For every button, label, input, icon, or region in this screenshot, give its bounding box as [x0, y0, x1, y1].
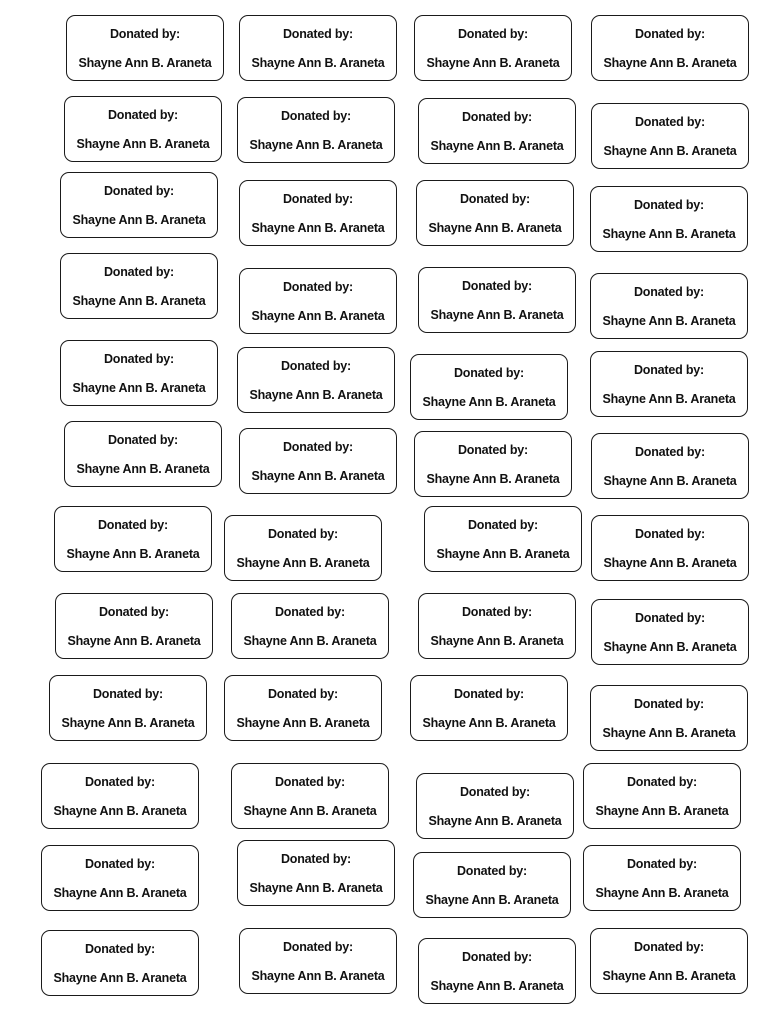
label-heading: Donated by: [280, 109, 352, 123]
label-heading: Donated by: [461, 950, 533, 964]
donation-label [55, 593, 213, 659]
label-donor-name: Shayne Ann B. Araneta [243, 634, 377, 648]
label-heading: Donated by: [103, 352, 175, 366]
donation-label [591, 433, 749, 499]
donation-label [239, 268, 397, 334]
label-donor-name: Shayne Ann B. Araneta [53, 804, 187, 818]
label-heading: Donated by: [107, 108, 179, 122]
label-donor-name: Shayne Ann B. Araneta [249, 388, 383, 402]
label-donor-name: Shayne Ann B. Araneta [76, 137, 210, 151]
donation-label [418, 593, 576, 659]
label-heading: Donated by: [459, 192, 531, 206]
label-heading: Donated by: [634, 115, 706, 129]
label-heading: Donated by: [107, 433, 179, 447]
label-heading: Donated by: [84, 942, 156, 956]
label-heading: Donated by: [98, 605, 170, 619]
label-heading: Donated by: [274, 605, 346, 619]
donation-label [237, 97, 395, 163]
label-donor-name: Shayne Ann B. Araneta [66, 547, 200, 561]
label-donor-name: Shayne Ann B. Araneta [428, 814, 562, 828]
label-heading: Donated by: [453, 366, 525, 380]
label-heading: Donated by: [467, 518, 539, 532]
donation-label [583, 763, 741, 829]
donation-label [60, 172, 218, 238]
donation-label [591, 515, 749, 581]
donation-label [590, 928, 748, 994]
donation-label [64, 96, 222, 162]
donation-label [231, 763, 389, 829]
label-donor-name: Shayne Ann B. Araneta [72, 294, 206, 308]
donation-label [239, 428, 397, 494]
donation-label [54, 506, 212, 572]
donation-label [583, 845, 741, 911]
label-heading: Donated by: [633, 363, 705, 377]
donation-label [49, 675, 207, 741]
donation-label [224, 515, 382, 581]
label-donor-name: Shayne Ann B. Araneta [602, 726, 736, 740]
donation-label [410, 675, 568, 741]
donation-label [237, 840, 395, 906]
label-donor-name: Shayne Ann B. Araneta [67, 634, 201, 648]
label-donor-name: Shayne Ann B. Araneta [603, 56, 737, 70]
donation-label [41, 930, 199, 996]
donation-label [418, 267, 576, 333]
label-donor-name: Shayne Ann B. Araneta [249, 138, 383, 152]
label-donor-name: Shayne Ann B. Araneta [249, 881, 383, 895]
label-heading: Donated by: [634, 527, 706, 541]
label-donor-name: Shayne Ann B. Araneta [61, 716, 195, 730]
donation-label [239, 928, 397, 994]
donation-label [590, 186, 748, 252]
label-donor-name: Shayne Ann B. Araneta [595, 804, 729, 818]
label-donor-name: Shayne Ann B. Araneta [72, 381, 206, 395]
label-heading: Donated by: [461, 605, 533, 619]
label-donor-name: Shayne Ann B. Araneta [236, 556, 370, 570]
label-heading: Donated by: [459, 785, 531, 799]
label-heading: Donated by: [633, 940, 705, 954]
label-heading: Donated by: [109, 27, 181, 41]
donation-label [591, 103, 749, 169]
donation-label [64, 421, 222, 487]
label-donor-name: Shayne Ann B. Araneta [236, 716, 370, 730]
label-donor-name: Shayne Ann B. Araneta [251, 56, 385, 70]
donation-label [591, 15, 749, 81]
label-heading: Donated by: [626, 775, 698, 789]
label-donor-name: Shayne Ann B. Araneta [603, 144, 737, 158]
label-donor-name: Shayne Ann B. Araneta [436, 547, 570, 561]
donation-label [60, 340, 218, 406]
label-donor-name: Shayne Ann B. Araneta [430, 979, 564, 993]
label-heading: Donated by: [461, 279, 533, 293]
label-heading: Donated by: [633, 697, 705, 711]
donation-label [60, 253, 218, 319]
donation-label [590, 685, 748, 751]
label-donor-name: Shayne Ann B. Araneta [603, 474, 737, 488]
label-heading: Donated by: [103, 265, 175, 279]
label-donor-name: Shayne Ann B. Araneta [603, 640, 737, 654]
label-donor-name: Shayne Ann B. Araneta [422, 395, 556, 409]
label-donor-name: Shayne Ann B. Araneta [251, 221, 385, 235]
label-heading: Donated by: [282, 280, 354, 294]
label-heading: Donated by: [267, 527, 339, 541]
label-donor-name: Shayne Ann B. Araneta [251, 469, 385, 483]
label-donor-name: Shayne Ann B. Araneta [430, 308, 564, 322]
label-donor-name: Shayne Ann B. Araneta [430, 634, 564, 648]
donation-label [414, 431, 572, 497]
donation-label [239, 180, 397, 246]
label-heading: Donated by: [280, 852, 352, 866]
donation-label [418, 98, 576, 164]
label-donor-name: Shayne Ann B. Araneta [53, 971, 187, 985]
label-donor-name: Shayne Ann B. Araneta [426, 56, 560, 70]
label-donor-name: Shayne Ann B. Araneta [603, 556, 737, 570]
label-heading: Donated by: [633, 285, 705, 299]
label-heading: Donated by: [456, 864, 528, 878]
label-donor-name: Shayne Ann B. Araneta [426, 472, 560, 486]
label-donor-name: Shayne Ann B. Araneta [602, 227, 736, 241]
donation-label [414, 15, 572, 81]
label-donor-name: Shayne Ann B. Araneta [602, 969, 736, 983]
label-heading: Donated by: [267, 687, 339, 701]
label-heading: Donated by: [453, 687, 525, 701]
label-heading: Donated by: [457, 443, 529, 457]
donation-label [237, 347, 395, 413]
donation-label [416, 773, 574, 839]
donation-label [416, 180, 574, 246]
donation-label [224, 675, 382, 741]
donation-label [424, 506, 582, 572]
label-donor-name: Shayne Ann B. Araneta [72, 213, 206, 227]
label-donor-name: Shayne Ann B. Araneta [251, 969, 385, 983]
label-donor-name: Shayne Ann B. Araneta [602, 392, 736, 406]
label-heading: Donated by: [461, 110, 533, 124]
label-heading: Donated by: [633, 198, 705, 212]
label-heading: Donated by: [282, 940, 354, 954]
donation-label [231, 593, 389, 659]
label-heading: Donated by: [282, 192, 354, 206]
label-heading: Donated by: [282, 27, 354, 41]
label-heading: Donated by: [634, 27, 706, 41]
label-heading: Donated by: [634, 611, 706, 625]
label-donor-name: Shayne Ann B. Araneta [425, 893, 559, 907]
donation-label [410, 354, 568, 420]
label-heading: Donated by: [84, 775, 156, 789]
label-heading: Donated by: [282, 440, 354, 454]
label-heading: Donated by: [97, 518, 169, 532]
label-heading: Donated by: [274, 775, 346, 789]
donation-label [239, 15, 397, 81]
donation-label [66, 15, 224, 81]
label-donor-name: Shayne Ann B. Araneta [430, 139, 564, 153]
label-donor-name: Shayne Ann B. Araneta [53, 886, 187, 900]
label-heading: Donated by: [457, 27, 529, 41]
label-donor-name: Shayne Ann B. Araneta [602, 314, 736, 328]
label-heading: Donated by: [103, 184, 175, 198]
donation-label [41, 763, 199, 829]
donation-label [41, 845, 199, 911]
label-donor-name: Shayne Ann B. Araneta [78, 56, 212, 70]
label-donor-name: Shayne Ann B. Araneta [428, 221, 562, 235]
donation-label [418, 938, 576, 1004]
label-donor-name: Shayne Ann B. Araneta [422, 716, 556, 730]
label-heading: Donated by: [626, 857, 698, 871]
donation-label [591, 599, 749, 665]
label-donor-name: Shayne Ann B. Araneta [595, 886, 729, 900]
label-heading: Donated by: [84, 857, 156, 871]
donation-label [590, 273, 748, 339]
donation-label [590, 351, 748, 417]
label-heading: Donated by: [92, 687, 164, 701]
label-donor-name: Shayne Ann B. Araneta [251, 309, 385, 323]
label-donor-name: Shayne Ann B. Araneta [76, 462, 210, 476]
label-heading: Donated by: [634, 445, 706, 459]
label-donor-name: Shayne Ann B. Araneta [243, 804, 377, 818]
label-heading: Donated by: [280, 359, 352, 373]
donation-label [413, 852, 571, 918]
